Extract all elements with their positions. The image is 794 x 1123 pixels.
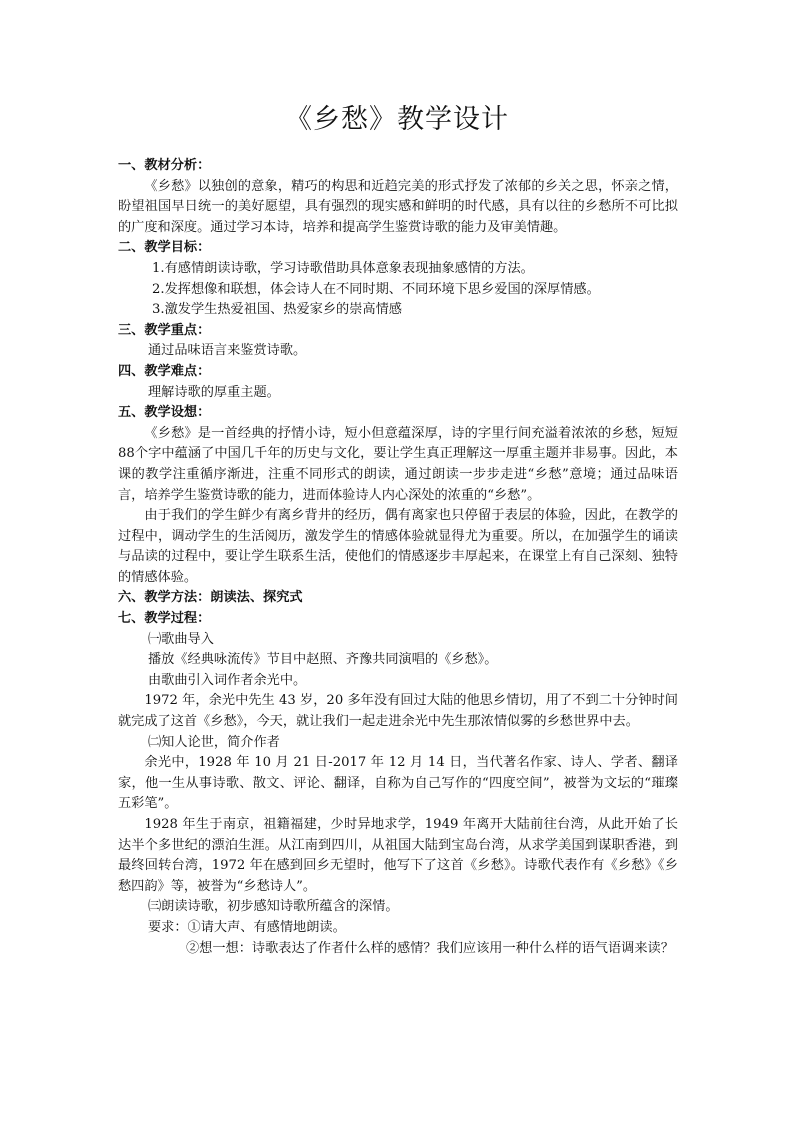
goal-item-3: 3.激发学生热爱祖国、热爱家乡的崇高情感 — [152, 302, 402, 318]
section-heading-methods: 六、教学方法：朗读法、探究式 — [118, 590, 303, 606]
paragraph-concept-2: 由于我们的学生鲜少有离乡背井的经历，偶有离家也只停留于表层的体验，因此，在教学的过程中，调动学生的生活阅历，激发学生的情感体验就显得尤为重要。所以，在加强学生的诵读与品读的过程中，要让学生联系生活，使他们的情感逐步丰厚起来，在课堂上有自己深刻、独特的情感体验。 — [118, 508, 678, 585]
section-heading-process: 七、教学过程： — [118, 611, 211, 627]
paragraph-author-1: 余光中，1928 年 10 月 21 日-2017 年 12 月 14 日，当代著名作家、诗人、学者、翻译家，他一生从事诗歌、散文、评论、翻译，自称为自己写作的“四度空间”，被誉为文坛的“璀璨五彩笔”。 — [118, 755, 678, 812]
goal-item-2: 2.发挥想像和联想，体会诗人在不同时期、不同环境下思乡爱国的深厚情感。 — [152, 281, 600, 297]
subheading-reading: ㈢朗读诗歌，初步感知诗歌所蕴含的深情。 — [148, 899, 399, 915]
paragraph-song-author: 由歌曲引入词作者余光中。 — [148, 672, 307, 688]
paragraph-song-play: 播放《经典咏流传》节目中赵照、齐豫共同演唱的《乡愁》。 — [148, 652, 498, 668]
paragraph-1972: 1972 年，余光中先生 43 岁，20 多年没有回过大陆的他思乡情切，用了不到二十分钟时间就完成了这首《乡愁》，今天，就让我们一起走进余光中先生那浓情似雾的乡愁世界中去。 — [118, 693, 678, 730]
paragraph-concept-1: 《乡愁》是一首经典的抒情小诗，短小但意蕴深厚，诗的字里行间充溢着浓浓的乡愁，短短88个字中蕴涵了中国几千年的历史与文化，要让学生真正理解这一厚重主题并非易事。因此，本课的教学注重循序渐进，注重不同形式的朗读，通过朗读一步步走进“乡愁”意境；通过品味语言，培养学生鉴赏诗歌的能力，进而体验诗人内心深处的浓重的“乡愁”。 — [118, 425, 678, 503]
document-title: 《乡愁》教学设计 — [285, 104, 509, 135]
subheading-author: ㈡知人论世，简介作者 — [148, 734, 280, 750]
subheading-song-intro: ㈠歌曲导入 — [148, 631, 214, 647]
section-heading-difficulties: 四、教学难点： — [118, 363, 211, 379]
document-body — [118, 156, 678, 959]
paragraph-author-2: 1928 年生于南京，祖籍福建，少时异地求学，1949 年离开大陆前往台湾，从此开始了长达半个多世纪的漂泊生涯。从江南到四川，从祖国大陆到宝岛台湾，从求学美国到谋职香港，到最终回转台湾，1972 年在感到回乡无望时，他写下了这首《乡愁》。诗歌代表作有《乡愁》《乡愁四韵》等，被誉为“乡愁诗人”。 — [118, 817, 678, 894]
section-heading-analysis: 一、教材分析： — [118, 158, 211, 173]
section-heading-concept: 五、教学设想： — [118, 405, 211, 421]
goal-item-1: 1.有感情朗读诗歌，学习诗歌借助具体意象表现抽象感情的方法。 — [152, 260, 534, 276]
requirement-2: ②想一想：诗歌表达了作者什么样的感情？我们应该用一种什么样的语气语调来读？ — [186, 940, 674, 956]
paragraph-key-points: 通过品味语言来鉴赏诗歌。 — [148, 343, 307, 359]
requirement-1: 要求：①请大声、有感情地朗读。 — [148, 919, 346, 935]
paragraph-analysis: 《乡愁》以独创的意象，精巧的构思和近趋完美的形式抒发了浓郁的乡关之思，怀亲之情，盼望祖国早日统一的美好愿望，具有强烈的现实感和鲜明的时代感，具有以往的乡愁所不可比拟的广度和深度。通过学习本诗，培养和提高学生鉴赏诗歌的能力及审美情趣。 — [118, 178, 678, 235]
paragraph-difficulties: 理解诗歌的厚重主题。 — [148, 384, 280, 400]
section-heading-goals: 二、教学目标： — [118, 240, 211, 256]
section-heading-key-points: 三、教学重点： — [118, 322, 211, 338]
